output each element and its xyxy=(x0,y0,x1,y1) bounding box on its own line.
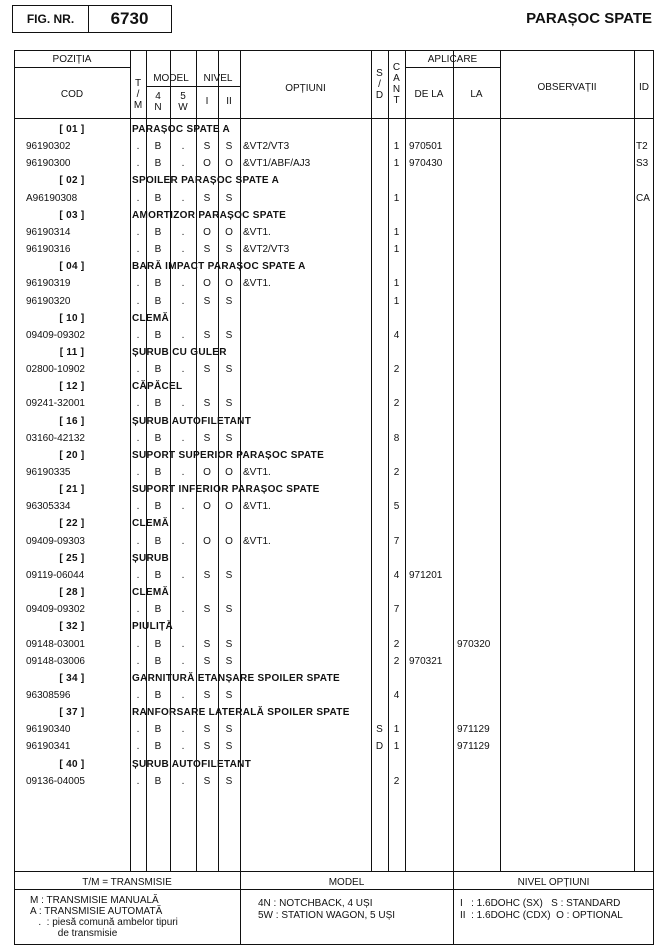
model-4n-cell: B xyxy=(154,638,162,650)
transmission-cell: . xyxy=(136,244,140,256)
position-number: [ 22 ] xyxy=(59,518,85,530)
transmission-cell: . xyxy=(136,689,140,701)
nivel-i-cell: S xyxy=(203,432,211,444)
nivel-i-cell: S xyxy=(203,141,211,153)
model-5w-cell: . xyxy=(181,432,185,444)
nivel-ii-cell: S xyxy=(225,775,233,787)
grid-line xyxy=(14,118,654,119)
transmission-cell: . xyxy=(136,655,140,667)
part-group-name: ȘURUB AUTOFILETANT xyxy=(132,758,252,770)
id-cell: CA xyxy=(636,192,650,204)
position-number: [ 25 ] xyxy=(59,552,85,564)
part-code: 96190314 xyxy=(26,226,71,238)
position-number: [ 32 ] xyxy=(59,621,85,633)
quantity-cell: 1 xyxy=(393,295,400,307)
nivel-ii-cell: S xyxy=(225,638,233,650)
grid-line xyxy=(146,86,240,87)
nivel-i-cell: S xyxy=(203,655,211,667)
model-4n-cell: B xyxy=(154,501,162,513)
options-cell: &VT1. xyxy=(243,535,271,547)
model-5w-cell: . xyxy=(181,604,185,616)
quantity-cell: 7 xyxy=(393,535,400,547)
model-5w-cell: . xyxy=(181,638,185,650)
col-de-la: DE LA xyxy=(414,89,444,100)
part-group-name: CĂPĂCEL xyxy=(132,381,183,393)
position-number: [ 34 ] xyxy=(59,672,85,684)
options-cell: &VT1. xyxy=(243,467,271,478)
quantity-cell: 5 xyxy=(393,501,400,513)
grid-line xyxy=(14,889,654,890)
position-number: [ 21 ] xyxy=(59,484,85,496)
position-number: [ 28 ] xyxy=(59,587,85,599)
nivel-ii-cell: O xyxy=(225,501,233,513)
model-5w-cell: . xyxy=(181,364,185,376)
position-number: [ 01 ] xyxy=(59,124,85,135)
model-4n-cell: B xyxy=(154,278,162,290)
part-code: 96308596 xyxy=(26,689,71,701)
figure-label: FIG. NR. xyxy=(13,6,89,32)
part-group-name: SPOILER PARAȘOC SPATE A xyxy=(132,175,280,187)
position-number: [ 04 ] xyxy=(59,261,85,273)
col-model-4n: 4 N xyxy=(154,91,162,113)
model-4n-cell: B xyxy=(154,604,162,616)
position-number: [ 12 ] xyxy=(59,381,85,393)
part-code: 96190341 xyxy=(26,741,71,753)
col-model: MODEL xyxy=(153,73,189,84)
id-cell: T2 xyxy=(636,141,648,153)
transmission-cell: . xyxy=(136,467,140,478)
options-cell: &VT1/ABF/AJ3 xyxy=(243,158,311,170)
footer-tm-line: M : TRANSMISIE MANUALĂ xyxy=(30,895,159,906)
transmission-cell: . xyxy=(136,638,140,650)
position-number: [ 16 ] xyxy=(59,415,85,427)
nivel-i-cell: S xyxy=(203,604,211,616)
nivel-ii-cell: O xyxy=(225,467,233,478)
nivel-ii-cell: S xyxy=(225,192,233,204)
nivel-i-cell: S xyxy=(203,295,211,307)
part-code: 09148-03001 xyxy=(26,638,85,650)
part-group-name: PARAȘOC SPATE A xyxy=(132,124,231,135)
quantity-cell: 2 xyxy=(393,467,400,478)
nivel-i-cell: S xyxy=(203,724,211,736)
part-group-name: SUPORT INFERIOR PARAȘOC SPATE xyxy=(132,484,320,496)
quantity-cell: 1 xyxy=(393,724,400,736)
nivel-i-cell: S xyxy=(203,775,211,787)
quantity-cell: 4 xyxy=(393,329,400,341)
part-code: 96190302 xyxy=(26,141,71,153)
nivel-ii-cell: O xyxy=(225,278,233,290)
model-5w-cell: . xyxy=(181,775,185,787)
col-sd: S / D xyxy=(375,68,384,101)
options-cell: &VT1. xyxy=(243,278,271,290)
options-cell: &VT2/VT3 xyxy=(243,244,290,256)
transmission-cell: . xyxy=(136,398,140,410)
nivel-i-cell: S xyxy=(203,398,211,410)
transmission-cell: . xyxy=(136,158,140,170)
nivel-i-cell: O xyxy=(203,226,211,238)
transmission-cell: . xyxy=(136,501,140,513)
model-4n-cell: B xyxy=(154,775,162,787)
model-4n-cell: B xyxy=(154,689,162,701)
nivel-ii-cell: S xyxy=(225,141,233,153)
grid-line xyxy=(453,50,454,871)
col-optiuni: OPȚIUNI xyxy=(285,83,326,94)
model-4n-cell: B xyxy=(154,655,162,667)
part-code: 96190335 xyxy=(26,467,71,478)
part-group-name: CLEMĂ xyxy=(132,518,170,530)
model-4n-cell: B xyxy=(154,295,162,307)
model-5w-cell: . xyxy=(181,467,185,478)
part-group-name: CLEMĂ xyxy=(132,312,170,324)
quantity-cell: 2 xyxy=(393,398,400,410)
model-5w-cell: . xyxy=(181,724,185,736)
transmission-cell: . xyxy=(136,724,140,736)
part-group-name: RANFORSARE LATERALĂ SPOILER SPATE xyxy=(132,707,350,719)
nivel-ii-cell: S xyxy=(225,329,233,341)
part-group-name: AMORTIZOR PARAȘOC SPATE xyxy=(132,209,287,221)
part-code: 09409-09302 xyxy=(26,604,85,616)
part-code: 09119-06044 xyxy=(26,569,85,581)
nivel-i-cell: S xyxy=(203,569,211,581)
col-tm: T / M xyxy=(133,78,143,111)
quantity-cell: 1 xyxy=(393,226,400,238)
model-4n-cell: B xyxy=(154,724,162,736)
part-group-name: PIULIȚĂ xyxy=(132,621,173,633)
model-5w-cell: . xyxy=(181,244,185,256)
position-number: [ 10 ] xyxy=(59,312,85,324)
from-date-cell: 971201 xyxy=(409,569,443,581)
col-aplicare: APLICARE xyxy=(427,54,478,65)
quantity-cell: 1 xyxy=(393,192,400,204)
quantity-cell: 1 xyxy=(393,741,400,753)
model-5w-cell: . xyxy=(181,192,185,204)
footer-model-title: MODEL xyxy=(328,877,365,888)
model-4n-cell: B xyxy=(154,158,162,170)
col-cod: COD xyxy=(60,89,84,100)
transmission-cell: . xyxy=(136,192,140,204)
side-cell: S xyxy=(376,724,383,736)
grid-line xyxy=(405,50,406,871)
part-code: 96190340 xyxy=(26,724,71,736)
col-id: ID xyxy=(639,82,649,93)
nivel-i-cell: S xyxy=(203,689,211,701)
col-model-5w: 5 W xyxy=(178,91,188,113)
nivel-ii-cell: S xyxy=(225,655,233,667)
grid-line xyxy=(634,50,635,871)
options-cell: &VT1. xyxy=(243,226,271,238)
footer-tm-line: . : piesă comună ambelor tipuri xyxy=(30,917,178,928)
model-4n-cell: B xyxy=(154,226,162,238)
model-5w-cell: . xyxy=(181,158,185,170)
footer-tm-title: T/M = TRANSMISIE xyxy=(82,877,172,888)
part-group-name: ȘURUB AUTOFILETANT xyxy=(132,415,252,427)
quantity-cell: 1 xyxy=(393,278,400,290)
part-code: 02800-10902 xyxy=(26,364,85,376)
from-date-cell: 970321 xyxy=(409,655,443,667)
id-cell: S3 xyxy=(636,158,649,170)
transmission-cell: . xyxy=(136,226,140,238)
part-group-name: ȘURUB CU GULER xyxy=(132,346,227,358)
grid-line xyxy=(14,871,654,872)
part-code: 09409-09303 xyxy=(26,535,85,547)
nivel-i-cell: O xyxy=(203,467,211,478)
part-code: 96190300 xyxy=(26,158,71,170)
model-4n-cell: B xyxy=(154,192,162,204)
model-5w-cell: . xyxy=(181,278,185,290)
quantity-cell: 8 xyxy=(393,432,400,444)
part-code: 09241-32001 xyxy=(26,398,85,410)
grid-line xyxy=(500,50,501,871)
model-4n-cell: B xyxy=(154,467,162,478)
model-4n-cell: B xyxy=(154,141,162,153)
col-nivel: NIVEL xyxy=(203,73,233,84)
position-number: [ 40 ] xyxy=(59,758,85,770)
footer-model-line: 4N : NOTCHBACK, 4 UȘI xyxy=(258,898,373,909)
position-number: [ 11 ] xyxy=(59,346,85,358)
footer-model-line: 5W : STATION WAGON, 5 UȘI xyxy=(258,910,396,921)
transmission-cell: . xyxy=(136,432,140,444)
quantity-cell: 2 xyxy=(393,638,400,650)
model-5w-cell: . xyxy=(181,398,185,410)
model-4n-cell: B xyxy=(154,364,162,376)
part-group-name: BARĂ IMPACT PARAȘOC SPATE A xyxy=(132,261,306,273)
position-number: [ 20 ] xyxy=(59,449,85,461)
part-code: 96305334 xyxy=(26,501,71,513)
nivel-ii-cell: O xyxy=(225,226,233,238)
part-code: 96190316 xyxy=(26,244,71,256)
footer-tm-line: A : TRANSMISIE AUTOMATĂ xyxy=(30,906,163,917)
part-code: 09409-09302 xyxy=(26,329,85,341)
nivel-i-cell: S xyxy=(203,192,211,204)
quantity-cell: 4 xyxy=(393,689,400,701)
nivel-ii-cell: S xyxy=(225,295,233,307)
transmission-cell: . xyxy=(136,329,140,341)
quantity-cell: 7 xyxy=(393,604,400,616)
model-5w-cell: . xyxy=(181,295,185,307)
nivel-ii-cell: S xyxy=(225,364,233,376)
col-cant: C A N T xyxy=(392,62,401,106)
footer-tm-line: de transmisie xyxy=(30,928,118,939)
footer-nivel-title: NIVEL OPȚIUNI xyxy=(517,877,590,888)
quantity-cell: 2 xyxy=(393,775,400,787)
model-4n-cell: B xyxy=(154,329,162,341)
grid-line xyxy=(14,67,130,68)
part-code: 09136-04005 xyxy=(26,775,85,787)
model-5w-cell: . xyxy=(181,501,185,513)
figure-number: 6730 xyxy=(110,9,149,28)
model-5w-cell: . xyxy=(181,741,185,753)
nivel-ii-cell: S xyxy=(225,569,233,581)
model-5w-cell: . xyxy=(181,655,185,667)
nivel-i-cell: S xyxy=(203,244,211,256)
transmission-cell: . xyxy=(136,741,140,753)
nivel-ii-cell: S xyxy=(225,689,233,701)
transmission-cell: . xyxy=(136,141,140,153)
options-cell: &VT2/VT3 xyxy=(243,141,290,153)
transmission-cell: . xyxy=(136,604,140,616)
nivel-i-cell: O xyxy=(203,535,211,547)
model-5w-cell: . xyxy=(181,689,185,701)
model-5w-cell: . xyxy=(181,329,185,341)
part-group-name: SUPORT SUPERIOR PARAȘOC SPATE xyxy=(132,449,325,461)
nivel-ii-cell: O xyxy=(225,535,233,547)
nivel-ii-cell: O xyxy=(225,158,233,170)
nivel-ii-cell: S xyxy=(225,724,233,736)
position-number: [ 37 ] xyxy=(59,707,85,719)
position-number: [ 02 ] xyxy=(59,175,85,187)
part-code: A96190308 xyxy=(26,192,78,204)
to-date-cell: 971129 xyxy=(457,724,490,736)
nivel-ii-cell: S xyxy=(225,741,233,753)
transmission-cell: . xyxy=(136,535,140,547)
model-4n-cell: B xyxy=(154,432,162,444)
nivel-i-cell: S xyxy=(203,741,211,753)
part-group-name: GARNITURĂ ETANȘARE SPOILER SPATE xyxy=(132,672,340,684)
part-code: 03160-42132 xyxy=(26,432,85,444)
quantity-cell: 1 xyxy=(393,244,400,256)
nivel-i-cell: O xyxy=(203,278,211,290)
figure-number-box xyxy=(12,5,172,33)
part-group-name: ȘURUB xyxy=(132,552,170,564)
page-title: PARAȘOC SPATE xyxy=(526,10,652,27)
part-code: 96190319 xyxy=(26,278,71,290)
model-5w-cell: . xyxy=(181,535,185,547)
model-4n-cell: B xyxy=(154,535,162,547)
transmission-cell: . xyxy=(136,295,140,307)
part-code: 96190320 xyxy=(26,295,71,307)
nivel-i-cell: S xyxy=(203,638,211,650)
model-5w-cell: . xyxy=(181,226,185,238)
model-4n-cell: B xyxy=(154,741,162,753)
col-nivel-ii: II xyxy=(226,96,232,107)
to-date-cell: 971129 xyxy=(457,741,490,753)
transmission-cell: . xyxy=(136,364,140,376)
nivel-i-cell: S xyxy=(203,329,211,341)
quantity-cell: 4 xyxy=(393,569,400,581)
quantity-cell: 1 xyxy=(393,141,400,153)
from-date-cell: 970430 xyxy=(409,158,443,170)
footer-nivel-line: I : 1.6DOHC (SX) S : STANDARD xyxy=(460,898,621,909)
from-date-cell: 970501 xyxy=(409,141,443,153)
nivel-ii-cell: S xyxy=(225,398,233,410)
part-group-name: CLEMĂ xyxy=(132,587,170,599)
model-5w-cell: . xyxy=(181,141,185,153)
col-observatii: OBSERVAȚII xyxy=(537,82,597,93)
col-nivel-i: I xyxy=(205,96,209,107)
side-cell: D xyxy=(375,741,384,753)
transmission-cell: . xyxy=(136,569,140,581)
nivel-ii-cell: S xyxy=(225,432,233,444)
quantity-cell: 1 xyxy=(393,158,400,170)
model-5w-cell: . xyxy=(181,569,185,581)
quantity-cell: 2 xyxy=(393,364,400,376)
col-pozitia: POZIȚIA xyxy=(52,54,92,65)
nivel-ii-cell: S xyxy=(225,604,233,616)
nivel-i-cell: S xyxy=(203,364,211,376)
footer-nivel-line: II : 1.6DOHC (CDX) O : OPTIONAL xyxy=(460,910,623,921)
model-4n-cell: B xyxy=(154,244,162,256)
col-la: LA xyxy=(470,89,483,100)
quantity-cell: 2 xyxy=(393,655,400,667)
transmission-cell: . xyxy=(136,278,140,290)
options-cell: &VT1. xyxy=(243,501,271,513)
part-code: 09148-03006 xyxy=(26,655,85,667)
model-4n-cell: B xyxy=(154,569,162,581)
nivel-ii-cell: S xyxy=(225,244,233,256)
transmission-cell: . xyxy=(136,775,140,787)
nivel-i-cell: O xyxy=(203,501,211,513)
to-date-cell: 970320 xyxy=(457,638,491,650)
nivel-i-cell: O xyxy=(203,158,211,170)
position-number: [ 03 ] xyxy=(59,209,85,221)
model-4n-cell: B xyxy=(154,398,162,410)
